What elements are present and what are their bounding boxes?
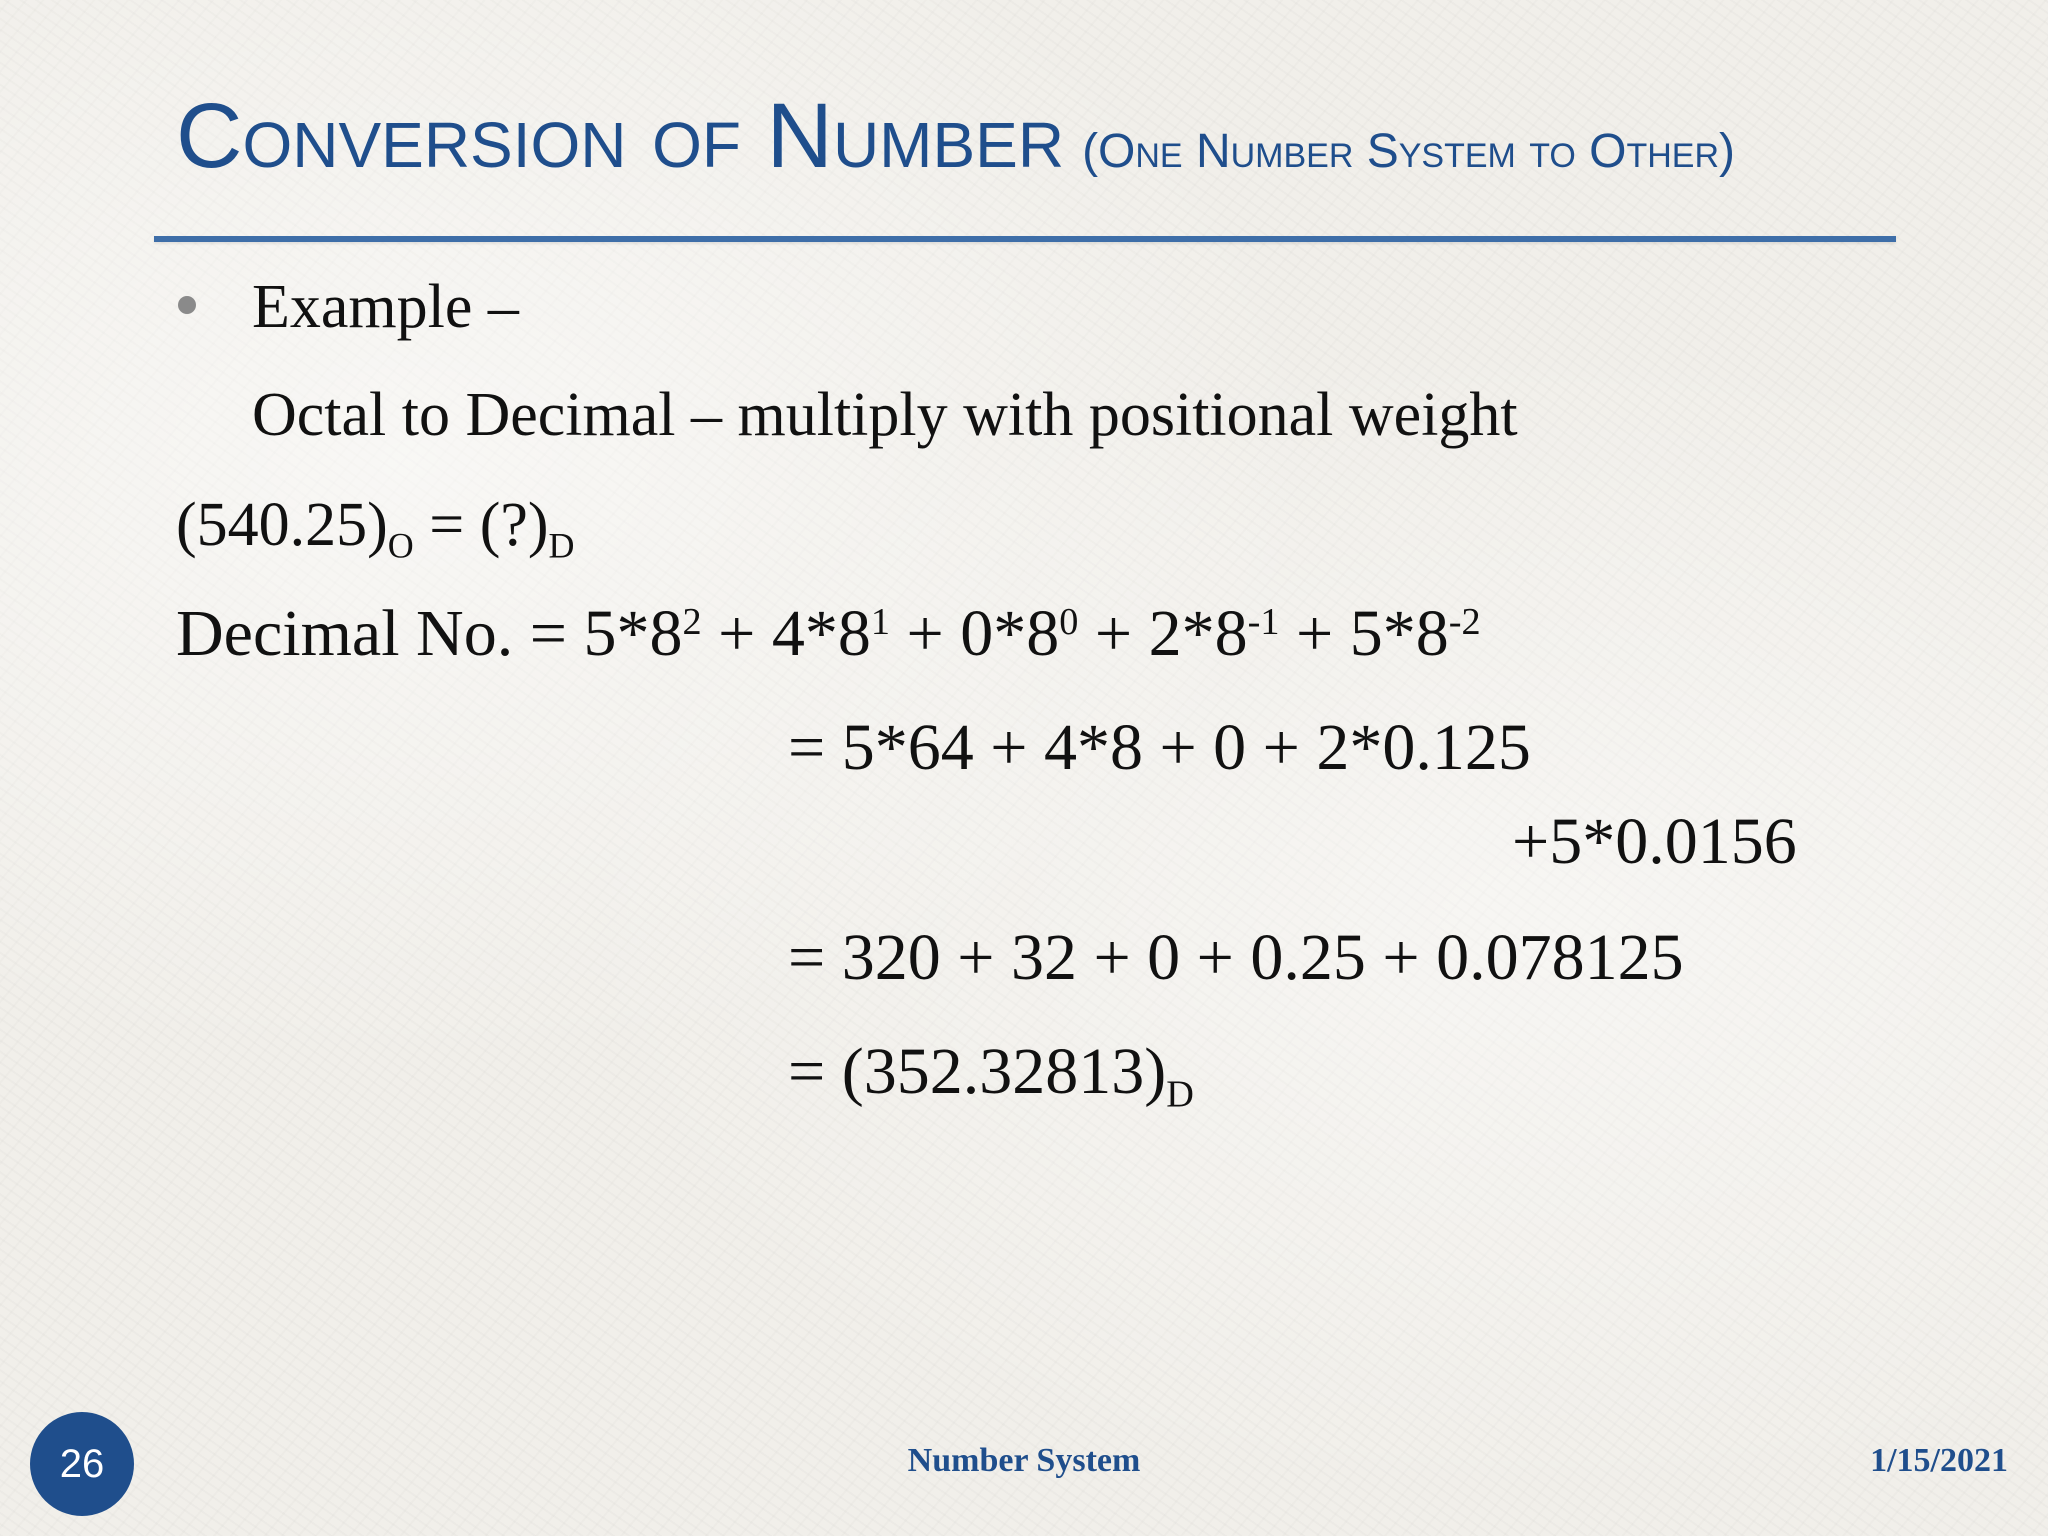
title-main: Conversion of Number [176, 85, 1065, 187]
problem-equation [176, 490, 575, 566]
exponent: -2 [1448, 600, 1481, 643]
decimal-base-subscript: D [548, 525, 575, 566]
page-number: 26 [59, 1441, 105, 1486]
expansion-term: + 0*8 [889, 597, 1060, 670]
title-subtitle: (One Number System to Other) [1082, 125, 1736, 178]
positional-expansion [176, 596, 1481, 672]
bullet-example-label: Example – [252, 273, 519, 341]
exponent: -1 [1247, 600, 1280, 643]
method-description: Octal to Decimal – multiply with positional weight [252, 381, 1518, 449]
expansion-term: + 2*8 [1078, 597, 1248, 670]
expansion-prefix: Decimal No. = 5*8 [176, 597, 683, 670]
calculation-step-1: = 5*64 + 4*8 + 0 + 2*0.125 [788, 711, 1531, 784]
title-divider [154, 236, 1896, 242]
result-value: = (352.32813) [788, 1035, 1167, 1108]
footer-topic: Number System [907, 1442, 1141, 1479]
exponent: 0 [1059, 600, 1079, 643]
exponent: 2 [682, 600, 702, 643]
expansion-term: + 5*8 [1279, 597, 1449, 670]
slide-title [176, 84, 1735, 189]
final-result [788, 1034, 1194, 1116]
octal-base-subscript: O [387, 525, 414, 566]
calculation-step-2: = 320 + 32 + 0 + 0.25 + 0.078125 [788, 921, 1684, 994]
exponent: 1 [870, 600, 890, 643]
expansion-term: + 4*8 [701, 597, 871, 670]
footer-date: 1/15/2021 [1870, 1442, 2008, 1479]
result-base-subscript: D [1166, 1073, 1194, 1116]
bullet-icon [178, 296, 196, 314]
equals-unknown: = (?) [413, 491, 549, 559]
calculation-step-1-continued: +5*0.0156 [1512, 805, 1797, 878]
octal-number: (540.25) [176, 491, 388, 559]
